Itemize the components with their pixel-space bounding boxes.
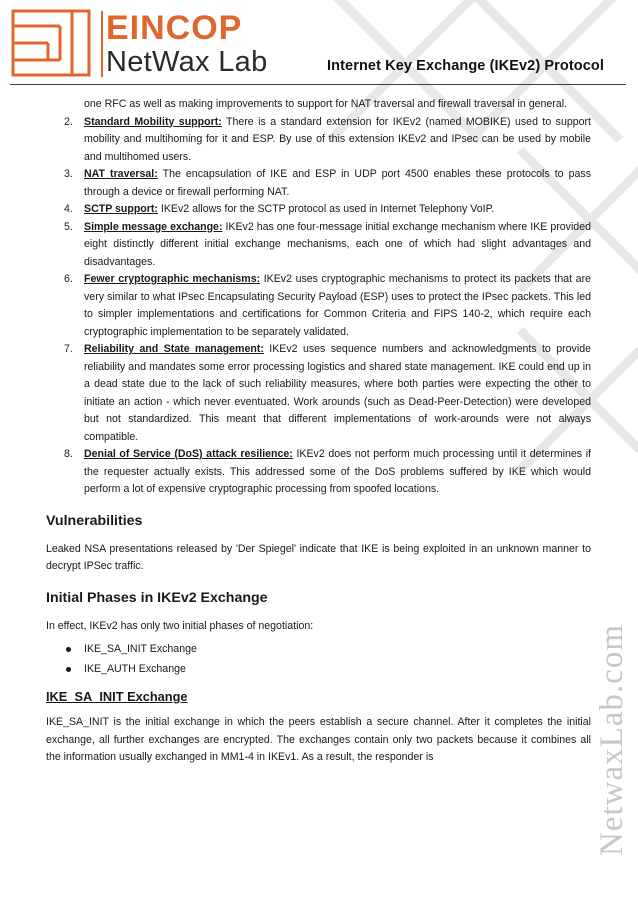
list-item (46, 114, 591, 167)
side-watermark (592, 548, 630, 858)
list-number: 7. (64, 343, 73, 355)
bullet-icon (66, 667, 71, 672)
bullet-icon (66, 647, 71, 652)
bullet-item (46, 641, 591, 659)
list-item (46, 201, 591, 219)
list-item-continuation: one RFC as well as making improvements to support for NAT traversal and firewall traversal in general. (84, 98, 567, 110)
list-term: Fewer cryptographic mechanisms: (84, 273, 261, 285)
brand-name-top: EINCOP (106, 9, 243, 47)
vulnerabilities-heading: Vulnerabilities (46, 512, 143, 529)
list-text: IKEv2 allows for the SCTP protocol as used in Internet Telephony VoIP. (157, 203, 495, 215)
page-header (10, 8, 630, 84)
eincop-logo-icon (10, 8, 92, 78)
ike-sa-init-heading: IKE_SA_INIT Exchange (46, 689, 188, 704)
list-term: Simple message exchange: (84, 220, 223, 233)
brand-name-bottom: NetWax Lab (106, 46, 268, 78)
list-text: The encapsulation of IKE and ESP in UDP port 4500 enables these protocols to pass through a device or firewall performing NAT. (84, 168, 591, 198)
list-term: NAT traversal: (84, 168, 158, 180)
document-body (46, 96, 591, 773)
list-number: 4. (64, 203, 73, 215)
list-text: IKEv2 has one four-message initial exchange mechanism where IKE provided eight distinctly different initial exchange mechanisms, each one of which had slight advantages and disadvantages. (84, 220, 591, 268)
ike-sa-init-text: IKE_SA_INIT is the initial exchange in which the peers establish a secure channel. After it completes the initial exchange, all further exchanges are encrypted. The exchanges contain only two packets because it combines all the information usually exchanged in MM1-4 in IKEv1. As a result, the responder is (46, 716, 591, 763)
list-text: IKEv2 uses sequence numbers and acknowledgments to provide reliability and mandates some error processing logistics and shared state management. IKE could end up in a dead state due to the lack of such reliability measures, where both parties were expecting the other to initiate an action - which never eventuated. Work arounds (such as Dead-Peer-Detection) were developed but not standardized. This meant that different implementations of work-arounds were not always compatible. (84, 343, 591, 443)
initial-phases-intro: In effect, IKEv2 has only two initial phases of negotiation: (46, 619, 314, 632)
bullet-text: IKE_SA_INIT Exchange (84, 643, 197, 655)
list-item (46, 166, 591, 201)
logo-divider (101, 11, 103, 77)
list-term: SCTP support: (84, 203, 158, 215)
list-number: 8. (64, 448, 73, 460)
list-item (46, 219, 591, 272)
header-rule (10, 84, 626, 85)
list-term: Reliability and State management: (84, 343, 264, 355)
feature-list (46, 114, 591, 499)
list-number: 3. (64, 168, 73, 180)
list-item (46, 271, 591, 341)
list-item (46, 446, 591, 499)
side-watermark-text: NetwaxLab.com (594, 624, 630, 856)
list-term: Standard Mobility support: (84, 115, 222, 128)
page-title: Internet Key Exchange (IKEv2) Protocol (327, 58, 604, 74)
list-text: There is a standard extension for IKEv2 (named MOBIKE) used to support mobility and multihoming for it and ESP. By use of this extension IKEv2 and IPsec can be used by mobile and multihomed users. (84, 115, 592, 163)
list-number: 6. (64, 273, 73, 285)
list-text: IKEv2 does not perform much processing until it determines if the requester actually exists. This addressed some of the DoS problems suffered by IKE which would perform a lot of expensive cryptographic processing from spoofed locations. (84, 448, 592, 495)
bullet-text: IKE_AUTH Exchange (84, 662, 186, 675)
list-term: Denial of Service (DoS) attack resilience: (84, 448, 293, 460)
bullet-item (46, 661, 591, 679)
initial-phases-heading: Initial Phases in IKEv2 Exchange (46, 589, 268, 606)
list-number: 2. (64, 115, 73, 128)
vulnerabilities-text: Leaked NSA presentations released by 'Der Spiegel' indicate that IKE is being exploited in an unknown manner to decrypt IPSec traffic. (46, 542, 591, 572)
list-number: 5. (64, 220, 73, 233)
list-item (46, 341, 591, 446)
list-text: IKEv2 uses cryptographic mechanisms to protect its packets that are very similar to what IPsec Encapsulating Security Payload (ESP) uses to protect the IPsec packets. This led to simpler implementations and certifications for Common Criteria and FIPS 140-2, which require each cryptographic implementation to be separately validated. (84, 273, 591, 338)
